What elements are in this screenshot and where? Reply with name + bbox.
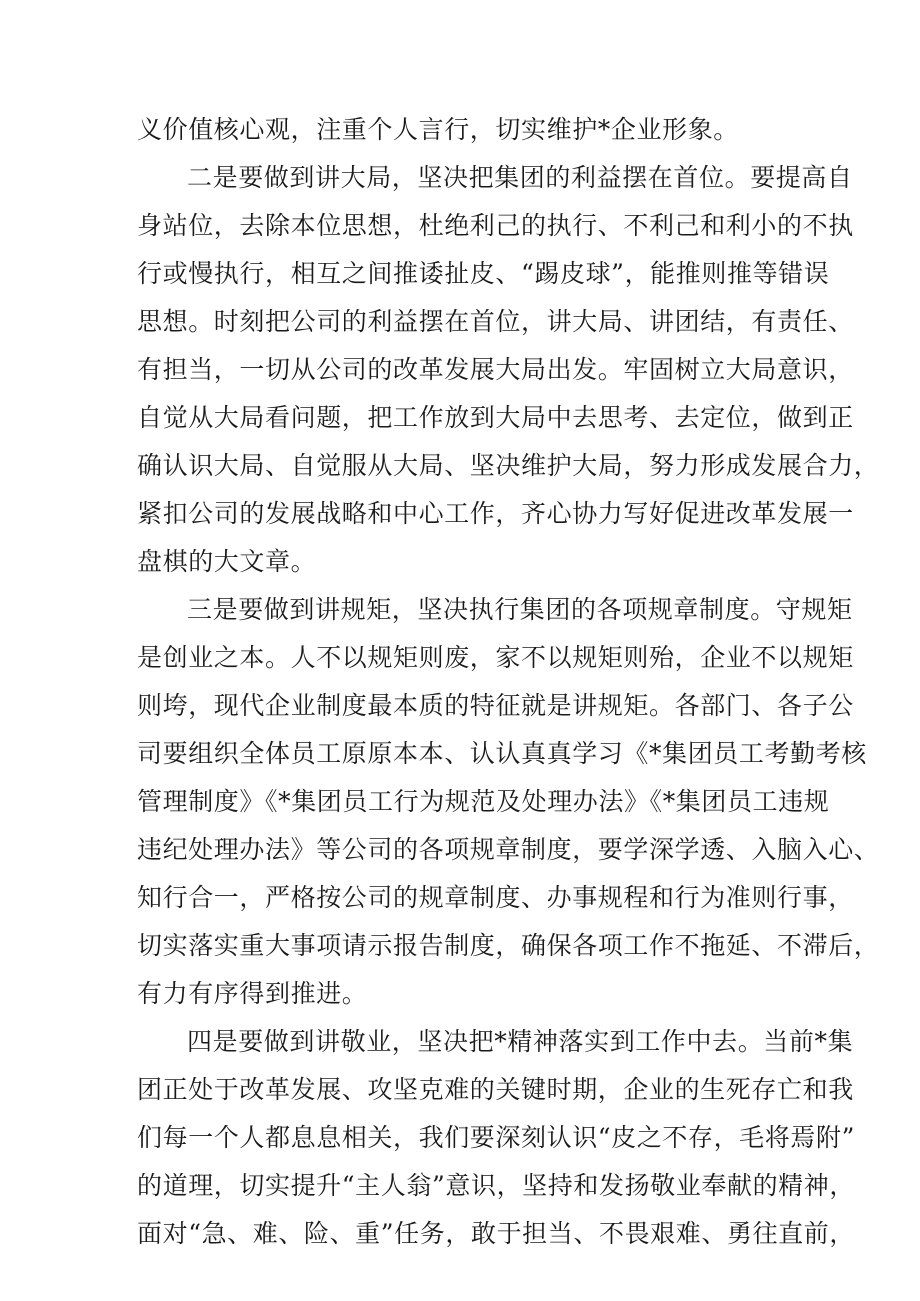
paragraph-first-line: 三是要做到讲规矩，坚决执行集团的各项规章制度。守规矩: [187, 595, 853, 624]
paragraph-first-line: 二是要做到讲大局，坚决把集团的利益摆在首位。要提高自: [187, 163, 853, 192]
body-line: 们每一个人都息息相关，我们要深刻认识“皮之不存，毛将焉附”: [137, 1123, 855, 1152]
body-line: 是创业之本。人不以规矩则废，家不以规矩则殆，企业不以规矩: [137, 643, 854, 672]
body-line: 紧扣公司的发展战略和中心工作，齐心协力写好促进改革发展一: [137, 499, 854, 528]
body-line: 义价值核心观，注重个人言行，切实维护*企业形象。: [137, 115, 739, 144]
body-line: 的道理，切实提升“主人翁”意识，坚持和发扬敬业奉献的精神，: [137, 1171, 855, 1200]
body-line: 团正处于改革发展、攻坚克难的关键时期，企业的生死存亡和我: [137, 1075, 854, 1104]
body-line: 有力有序得到推进。: [137, 979, 368, 1008]
body-line: 管理制度》《*集团员工行为规范及处理办法》《*集团员工违规: [137, 787, 830, 816]
body-line: 确认识大局、自觉服从大局、坚决维护大局，努力形成发展合力，: [137, 451, 880, 480]
body-line: 行或慢执行，相互之间推诿扯皮、“踢皮球”，能推则推等错误: [137, 259, 830, 288]
body-line: 司要组织全体员工原原本本、认认真真学习《*集团员工考勤考核: [137, 739, 867, 768]
body-line: 身站位，去除本位思想，杜绝利己的执行、不利己和利小的不执: [137, 211, 854, 240]
paragraph-first-line: 四是要做到讲敬业，坚决把*精神落实到工作中去。当前*集: [187, 1027, 854, 1056]
body-line: 盘棋的大文章。: [137, 547, 317, 576]
body-line: 知行合一，严格按公司的规章制度、办事规程和行为准则行事，: [137, 883, 854, 912]
body-line: 思想。时刻把公司的利益摆在首位，讲大局、讲团结，有责任、: [137, 307, 854, 336]
body-line: 则垮，现代企业制度最本质的特征就是讲规矩。各部门、各子公: [137, 691, 854, 720]
body-line: 有担当，一切从公司的改革发展大局出发。牢固树立大局意识，: [137, 355, 854, 384]
body-line: 违纪处理办法》等公司的各项规章制度，要学深学透、入脑入心、: [137, 835, 880, 864]
body-line: 切实落实重大事项请示报告制度，确保各项工作不拖延、不滞后，: [137, 931, 880, 960]
body-line: 自觉从大局看问题，把工作放到大局中去思考、去定位，做到正: [137, 403, 854, 432]
body-line: 面对“急、难、险、重”任务，敢于担当、不畏艰难、勇往直前，: [137, 1219, 855, 1248]
